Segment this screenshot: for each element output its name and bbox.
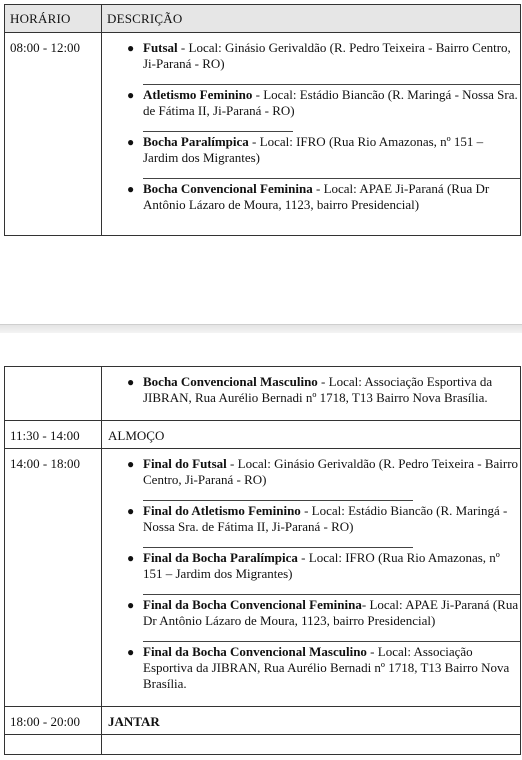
event-list [102,449,520,706]
event-name: Final da Bocha Convencional Masculino [143,644,367,659]
divider [143,594,520,595]
list-item [102,644,520,692]
description-cell [102,421,521,449]
event-name: Final da Bocha Convencional Feminina [143,597,362,612]
time-cell [5,33,102,236]
divider [143,547,413,548]
list-item [102,503,520,535]
bullet-icon: ● [127,551,135,565]
time-range: 08:00 - 12:00 [10,40,81,55]
time-cell [5,735,102,755]
event-list [102,367,520,420]
time-range: 18:00 - 20:00 [10,714,81,729]
table-header-row [5,5,521,33]
event-list [102,33,520,227]
bullet-icon: ● [127,182,135,196]
header-cell-time [5,5,102,33]
event-detail: - Local: APAE Ji-Paraná (Rua Dr Antônio Lázaro de Moura, 1123, bairro Presidencial) [143,597,519,628]
list-item [102,87,520,119]
event-name: Bocha Convencional Masculino [143,374,318,389]
event-detail: - Local: Associação Esportiva da JIBRAN, Rua Aurélio Bernadi nº 1718, T13 Bairro Nova Brasília. [143,644,510,691]
bullet-icon: ● [127,457,135,471]
list-item [102,456,520,488]
bullet-icon: ● [127,645,135,659]
page-separator [0,324,522,333]
time-cell [5,367,102,421]
schedule-table-page2 [4,366,521,755]
lunch-label: ALMOÇO [108,428,165,443]
event-detail: - Local: Ginásio Gerivaldão (R. Pedro Teixeira - Bairro Centro, Ji-Paraná - RO) [143,456,519,487]
time-cell [5,707,102,735]
table-row [5,707,521,735]
schedule-table-page1 [4,4,521,236]
header-desc-label: DESCRIÇÃO [107,11,183,26]
dinner-label: JANTAR [108,714,160,729]
event-detail: - Local: IFRO (Rua Rio Amazonas, nº 151 – Jardim dos Migrantes) [143,550,500,581]
divider [143,500,413,501]
list-item [102,550,520,582]
divider [143,641,520,642]
bullet-icon: ● [127,41,135,55]
list-item [102,40,520,72]
description-cell [102,33,521,236]
description-cell [102,735,521,755]
description-cell [102,367,521,421]
time-range: 14:00 - 18:00 [10,456,81,471]
description-cell [102,707,521,735]
table-row [5,33,521,236]
table-row [5,735,521,755]
event-name: Atletismo Feminino [143,87,253,102]
bullet-icon: ● [127,135,135,149]
event-detail: - Local: APAE Ji-Paraná (Rua Dr Antônio Lázaro de Moura, 1123, bairro Presidencial) [143,181,490,212]
description-cell [102,449,521,707]
list-item [102,134,520,166]
time-cell [5,449,102,707]
event-detail: - Local: Ginásio Gerivaldão (R. Pedro Teixeira - Bairro Centro, Ji-Paraná - RO) [143,40,511,71]
event-detail: - Local: Associação Esportiva da JIBRAN, Rua Aurélio Bernadi nº 1718, T13 Bairro Nova Brasília. [143,374,493,405]
table-row [5,449,521,707]
event-name: Final da Bocha Paralímpica [143,550,298,565]
bullet-icon: ● [127,598,135,612]
header-cell-desc [102,5,521,33]
event-name: Final do Atletismo Feminino [143,503,301,518]
bullet-icon: ● [127,375,135,389]
event-name: Bocha Convencional Feminina [143,181,313,196]
list-item [102,374,520,406]
event-name: Final do Futsal [143,456,227,471]
event-detail: - Local: Estádio Biancão (R. Maringá - Nossa Sra. de Fátima II, Ji-Paraná - RO) [143,503,508,534]
bullet-icon: ● [127,88,135,102]
table-row [5,367,521,421]
event-detail: - Local: IFRO (Rua Rio Amazonas, nº 151 – Jardim dos Migrantes) [143,134,484,165]
time-range: 11:30 - 14:00 [10,428,80,443]
list-item [102,181,520,213]
time-cell [5,421,102,449]
divider [143,178,520,179]
divider [143,131,293,132]
list-item [102,597,520,629]
event-detail: - Local: Estádio Biancão (R. Maringá - Nossa Sra. de Fátima II, Ji-Paraná - RO) [143,87,518,118]
header-time-label: HORÁRIO [10,11,71,26]
divider [143,84,520,85]
table-row [5,421,521,449]
bullet-icon: ● [127,504,135,518]
event-name: Futsal [143,40,178,55]
event-name: Bocha Paralímpica [143,134,249,149]
